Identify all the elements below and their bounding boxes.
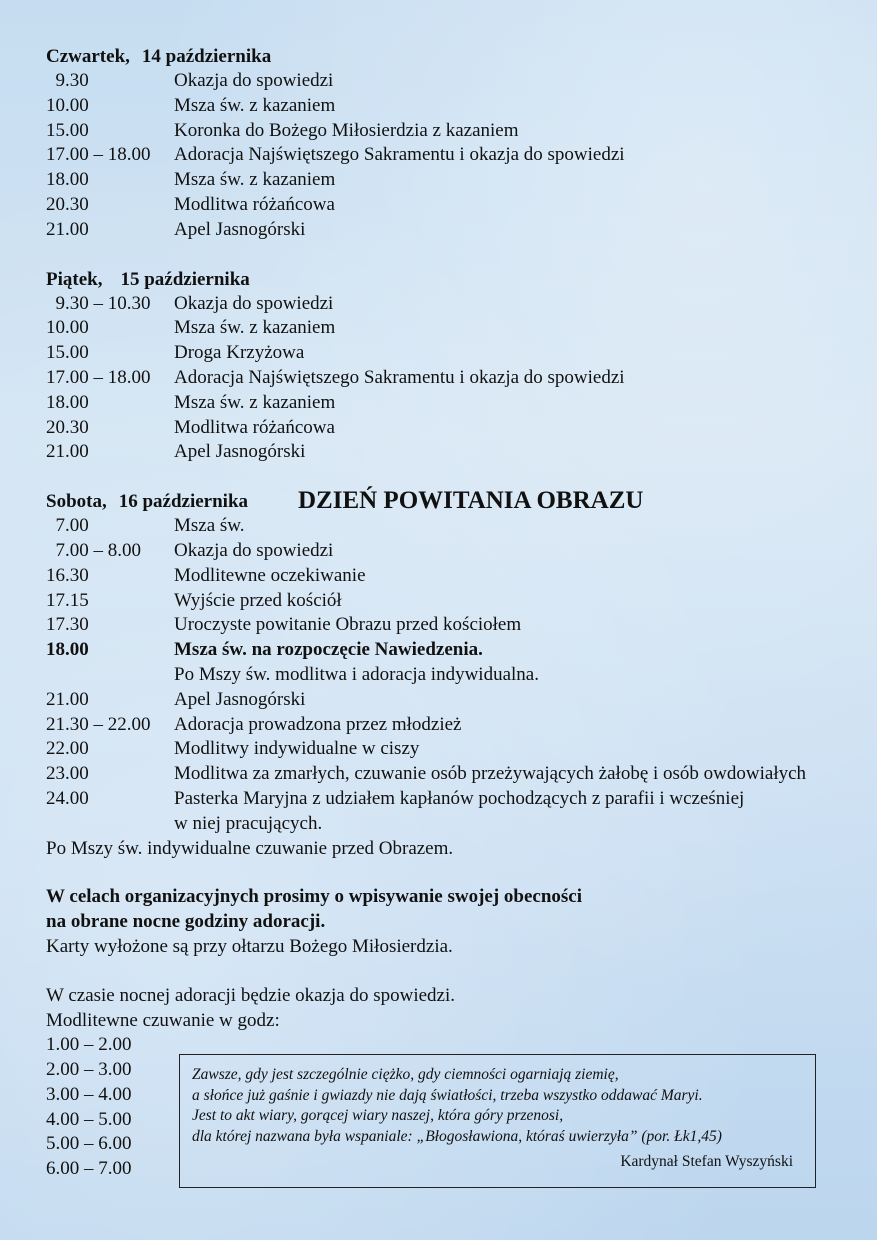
schedule-time: 15.00	[46, 119, 89, 141]
schedule-desc: Msza św. z kazaniem	[174, 317, 336, 339]
schedule-desc: Msza św. z kazaniem	[174, 169, 336, 191]
schedule-desc: Adoracja prowadzona przez młodzież	[174, 713, 462, 735]
schedule-page	[46, 44, 846, 1182]
schedule-time: 21.30 – 22.00	[46, 713, 151, 735]
schedule-row	[46, 69, 846, 94]
quote-line: Zawsze, gdy jest szczególnie ciężko, gdy ciemności ogarniają ziemię,	[192, 1066, 619, 1083]
day-rows	[46, 514, 846, 836]
schedule-time: 7.00 – 8.00	[46, 539, 141, 561]
schedule-time: 24.00	[46, 787, 89, 809]
schedule-row	[46, 94, 846, 119]
schedule-desc: Droga Krzyżowa	[174, 342, 305, 364]
day-date: 15 października	[120, 268, 250, 290]
schedule-row	[46, 688, 846, 713]
day-thursday	[46, 44, 846, 243]
schedule-time: 9.30 – 10.30	[46, 292, 151, 314]
schedule-time: 21.00	[46, 688, 89, 710]
schedule-row	[46, 812, 846, 837]
schedule-desc: Koronka do Bożego Miłosierdzia z kazaniem	[174, 119, 519, 141]
schedule-desc: Msza św.	[174, 515, 245, 537]
schedule-row	[46, 416, 846, 441]
schedule-row	[46, 218, 846, 243]
night-line: Modlitewne czuwanie w godz:	[46, 1009, 280, 1031]
schedule-desc: Modlitwa różańcowa	[174, 416, 335, 438]
day-date: 16 października	[118, 491, 249, 513]
schedule-desc: Modlitwy indywidualne w ciszy	[174, 738, 420, 760]
schedule-time: 20.30	[46, 416, 89, 438]
schedule-row	[46, 292, 846, 317]
schedule-time: 10.00	[46, 94, 89, 116]
schedule-row	[46, 119, 846, 144]
schedule-desc: Po Mszy św. modlitwa i adoracja indywidualna.	[174, 663, 539, 685]
hour-slot: 2.00 – 3.00	[46, 1059, 132, 1081]
schedule-row	[46, 564, 846, 589]
schedule-time: 18.00	[46, 639, 89, 661]
schedule-time: 21.00	[46, 218, 89, 240]
schedule-row	[46, 514, 846, 539]
quote-line: Jest to akt wiary, gorącej wiary naszej, która góry przenosi,	[192, 1107, 564, 1124]
schedule-desc: Msza św. z kazaniem	[174, 94, 336, 116]
schedule-desc: w niej pracujących.	[174, 812, 323, 834]
schedule-row	[46, 341, 846, 366]
day-name: Piątek,	[46, 268, 103, 290]
org-bold-line: W celach organizacyjnych prosimy o wpisywanie swojej obecności	[46, 886, 583, 908]
day-friday	[46, 267, 846, 466]
schedule-desc: Wyjście przed kościół	[174, 589, 342, 611]
schedule-desc: Modlitwa różańcowa	[174, 193, 335, 215]
schedule-desc: Msza św. na rozpoczęcie Nawiedzenia.	[174, 639, 483, 661]
day-date: 14 października	[141, 46, 272, 67]
day-rows	[46, 69, 846, 243]
schedule-row	[46, 663, 846, 688]
day-rows	[46, 292, 846, 466]
schedule-time: 22.00	[46, 738, 89, 760]
schedule-desc: Adoracja Najświętszego Sakramentu i okazja do spowiedzi	[174, 144, 625, 166]
schedule-time: 17.15	[46, 589, 89, 611]
schedule-desc: Apel Jasnogórski	[174, 441, 306, 463]
schedule-time: 17.30	[46, 614, 89, 636]
day-name: Czwartek,	[46, 46, 130, 67]
schedule-time: 7.00	[46, 515, 89, 537]
schedule-row	[46, 589, 846, 614]
schedule-desc: Pasterka Maryjna z udziałem kapłanów pochodzących z parafii i wcześniej	[174, 787, 745, 809]
schedule-time: 23.00	[46, 763, 89, 785]
after-mass-note: Po Mszy św. indywidualne czuwanie przed Obrazem.	[46, 837, 454, 859]
schedule-desc: Okazja do spowiedzi	[174, 539, 334, 561]
schedule-time: 17.00 – 18.00	[46, 144, 151, 166]
schedule-row	[46, 539, 846, 564]
organization-note	[46, 885, 846, 959]
schedule-desc: Okazja do spowiedzi	[174, 292, 334, 314]
hour-slot: 4.00 – 5.00	[46, 1108, 132, 1130]
schedule-desc: Apel Jasnogórski	[174, 218, 306, 240]
schedule-time: 9.30	[46, 70, 89, 91]
schedule-desc: Apel Jasnogórski	[174, 688, 306, 710]
schedule-desc: Adoracja Najświętszego Sakramentu i okazja do spowiedzi	[174, 366, 625, 388]
schedule-row	[46, 787, 846, 812]
schedule-time: 18.00	[46, 169, 89, 191]
schedule-time: 10.00	[46, 317, 89, 339]
schedule-desc: Modlitwa za zmarłych, czuwanie osób przeżywających żałobę i osób owdowiałych	[174, 763, 807, 785]
schedule-row	[46, 193, 846, 218]
schedule-time: 20.30	[46, 193, 89, 215]
schedule-row	[46, 366, 846, 391]
schedule-row	[46, 713, 846, 738]
schedule-desc: Okazja do spowiedzi	[174, 70, 334, 91]
schedule-row	[46, 762, 846, 787]
hour-slot: 3.00 – 4.00	[46, 1083, 132, 1105]
schedule-row	[46, 737, 846, 762]
schedule-time: 16.30	[46, 564, 89, 586]
schedule-row	[46, 391, 846, 416]
schedule-desc: Uroczyste powitanie Obrazu przed kościołem	[174, 614, 522, 636]
schedule-time: 17.00 – 18.00	[46, 366, 151, 388]
schedule-time: 15.00	[46, 342, 89, 364]
schedule-time	[46, 812, 174, 837]
schedule-desc: Msza św. z kazaniem	[174, 391, 336, 413]
hour-slot: 6.00 – 7.00	[46, 1158, 132, 1180]
quote-line: a słońce już gaśnie i gwiazdy nie dają światłości, trzeba wszystko oddawać Maryi.	[192, 1086, 703, 1104]
hour-slot: 1.00 – 2.00	[46, 1034, 132, 1056]
schedule-time: 18.00	[46, 391, 89, 413]
quote-author: Kardynał Stefan Wyszyński	[620, 1153, 793, 1170]
schedule-desc: Modlitewne oczekiwanie	[174, 564, 366, 586]
schedule-row	[46, 143, 846, 168]
night-hours	[46, 1033, 178, 1182]
schedule-row	[46, 440, 846, 465]
day-header	[46, 267, 846, 292]
day-header	[46, 44, 846, 69]
schedule-row	[46, 316, 846, 341]
day-header	[46, 489, 846, 514]
day-saturday	[46, 489, 846, 836]
hour-slot: 5.00 – 6.00	[46, 1133, 132, 1155]
day-name: Sobota,	[46, 491, 107, 513]
org-line: Karty wyłożone są przy ołtarzu Bożego Miłosierdzia.	[46, 935, 453, 957]
schedule-row	[46, 168, 846, 193]
quote-line: dla której nazwana była wspaniale: „Błogosławiona, któraś uwierzyła” (por. Łk1,45)	[192, 1127, 722, 1145]
schedule-time: 21.00	[46, 441, 89, 463]
night-line: W czasie nocnej adoracji będzie okazja do spowiedzi.	[46, 984, 456, 1006]
day-headline: DZIEŃ POWITANIA OBRAZU	[298, 487, 644, 515]
schedule-time	[46, 663, 174, 688]
schedule-row	[46, 613, 846, 638]
org-bold-line: na obrane nocne godziny adoracji.	[46, 911, 326, 933]
schedule-row	[46, 638, 846, 663]
quote-box	[179, 1054, 816, 1188]
